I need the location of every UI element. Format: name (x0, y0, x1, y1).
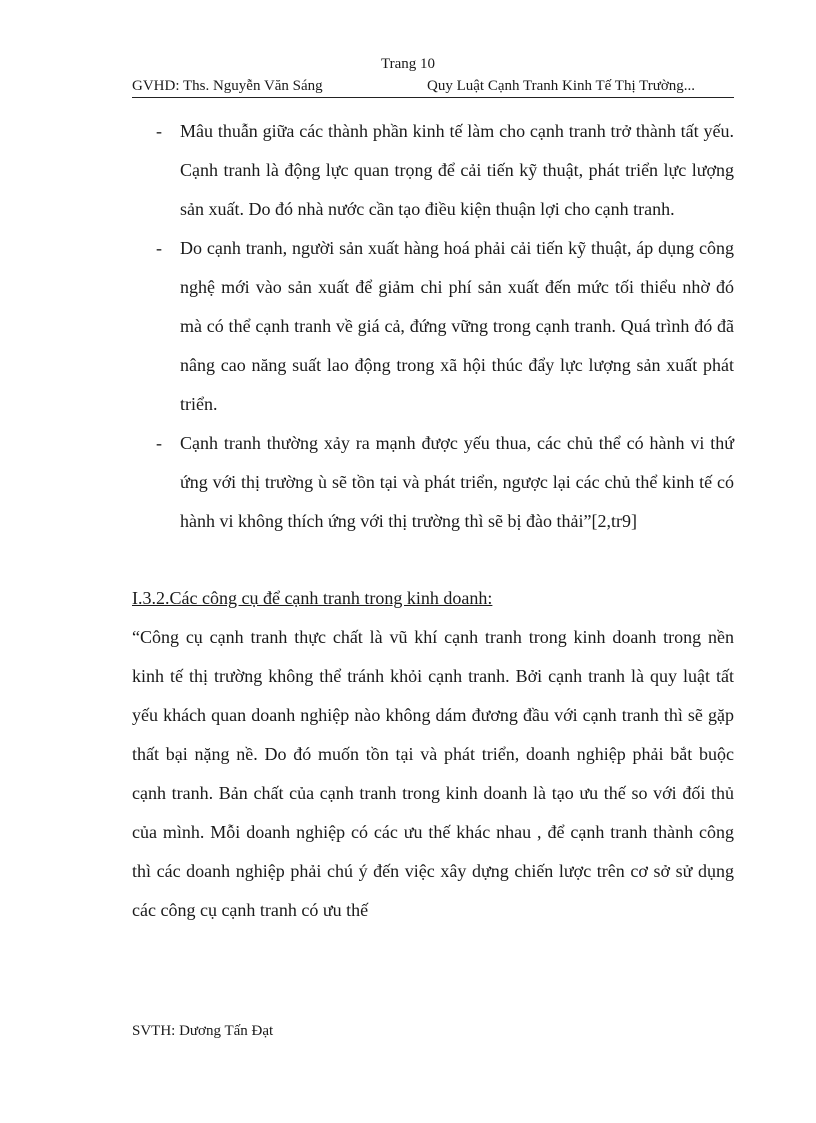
main-content (132, 112, 734, 930)
bullet-item (132, 229, 734, 424)
section-heading: I.3.2.Các công cụ để cạnh tranh trong kinh doanh: (132, 588, 493, 608)
section-spacer (132, 541, 734, 579)
page-number: Trang 10 (380, 56, 436, 72)
page-footer: SVTH: Dương Tấn Đạt (132, 1023, 274, 1039)
bullet-item (132, 424, 734, 541)
bullet-marker: - (156, 121, 162, 141)
bullet-marker: - (156, 433, 162, 453)
header-instructor: GVHD: Ths. Nguyễn Văn Sáng (132, 78, 323, 94)
page-header (132, 78, 734, 98)
bullet-marker: - (156, 238, 162, 258)
bullet-text: Do cạnh tranh, người sản xuất hàng hoá phải cải tiến kỹ thuật, áp dụng công nghệ mới vào sản xuất để giảm chi phí sản xuất đến mức tối thiểu nhờ đó mà có thể cạnh tranh về giá cả, đứng vững trong cạnh tranh. Quá trình đó đã nâng cao năng suất lao động trong xã hội thúc đẩy lực lượng sản xuất phát triển. (180, 238, 734, 414)
bullet-text: Mâu thuẫn giữa các thành phần kinh tế làm cho cạnh tranh trở thành tất yếu. Cạnh tranh là động lực quan trọng để cải tiến kỹ thuật, phát triển lực lượng sản xuất. Do đó nhà nước cần tạo điều kiện thuận lợi cho cạnh tranh. (180, 121, 734, 219)
header-document-title: Quy Luật Cạnh Tranh Kinh Tế Thị Trường... (427, 78, 696, 94)
bullet-text: Cạnh tranh thường xảy ra mạnh được yếu thua, các chủ thể có hành vi thứ ứng với thị trường ù sẽ tồn tại và phát triển, ngược lại các chủ thể kinh tế có hành vi không thích ứng với thị trường thì sẽ bị đào thải”[2,tr9] (180, 433, 734, 531)
bullet-item (132, 112, 734, 229)
section-paragraph: “Công cụ cạnh tranh thực chất là vũ khí cạnh tranh trong kinh doanh trong nền kinh tế thị trường không thể tránh khỏi cạnh tranh. Bởi cạnh tranh là quy luật tất yếu khách quan doanh nghiệp nào không dám đương đầu với cạnh tranh thì sẽ gặp thất bại nặng nề. Do đó muốn tồn tại và phát triển, doanh nghiệp phải bắt buộc cạnh tranh. Bản chất của cạnh tranh trong kinh doanh là tạo ưu thế so với đối thủ của mình. Mỗi doanh nghiệp có các ưu thế khác nhau , để cạnh tranh thành công thì các doanh nghiệp phải chú ý đến việc xây dựng chiến lược trên cơ sở sử dụng các công cụ cạnh tranh có ưu thế (132, 627, 734, 920)
